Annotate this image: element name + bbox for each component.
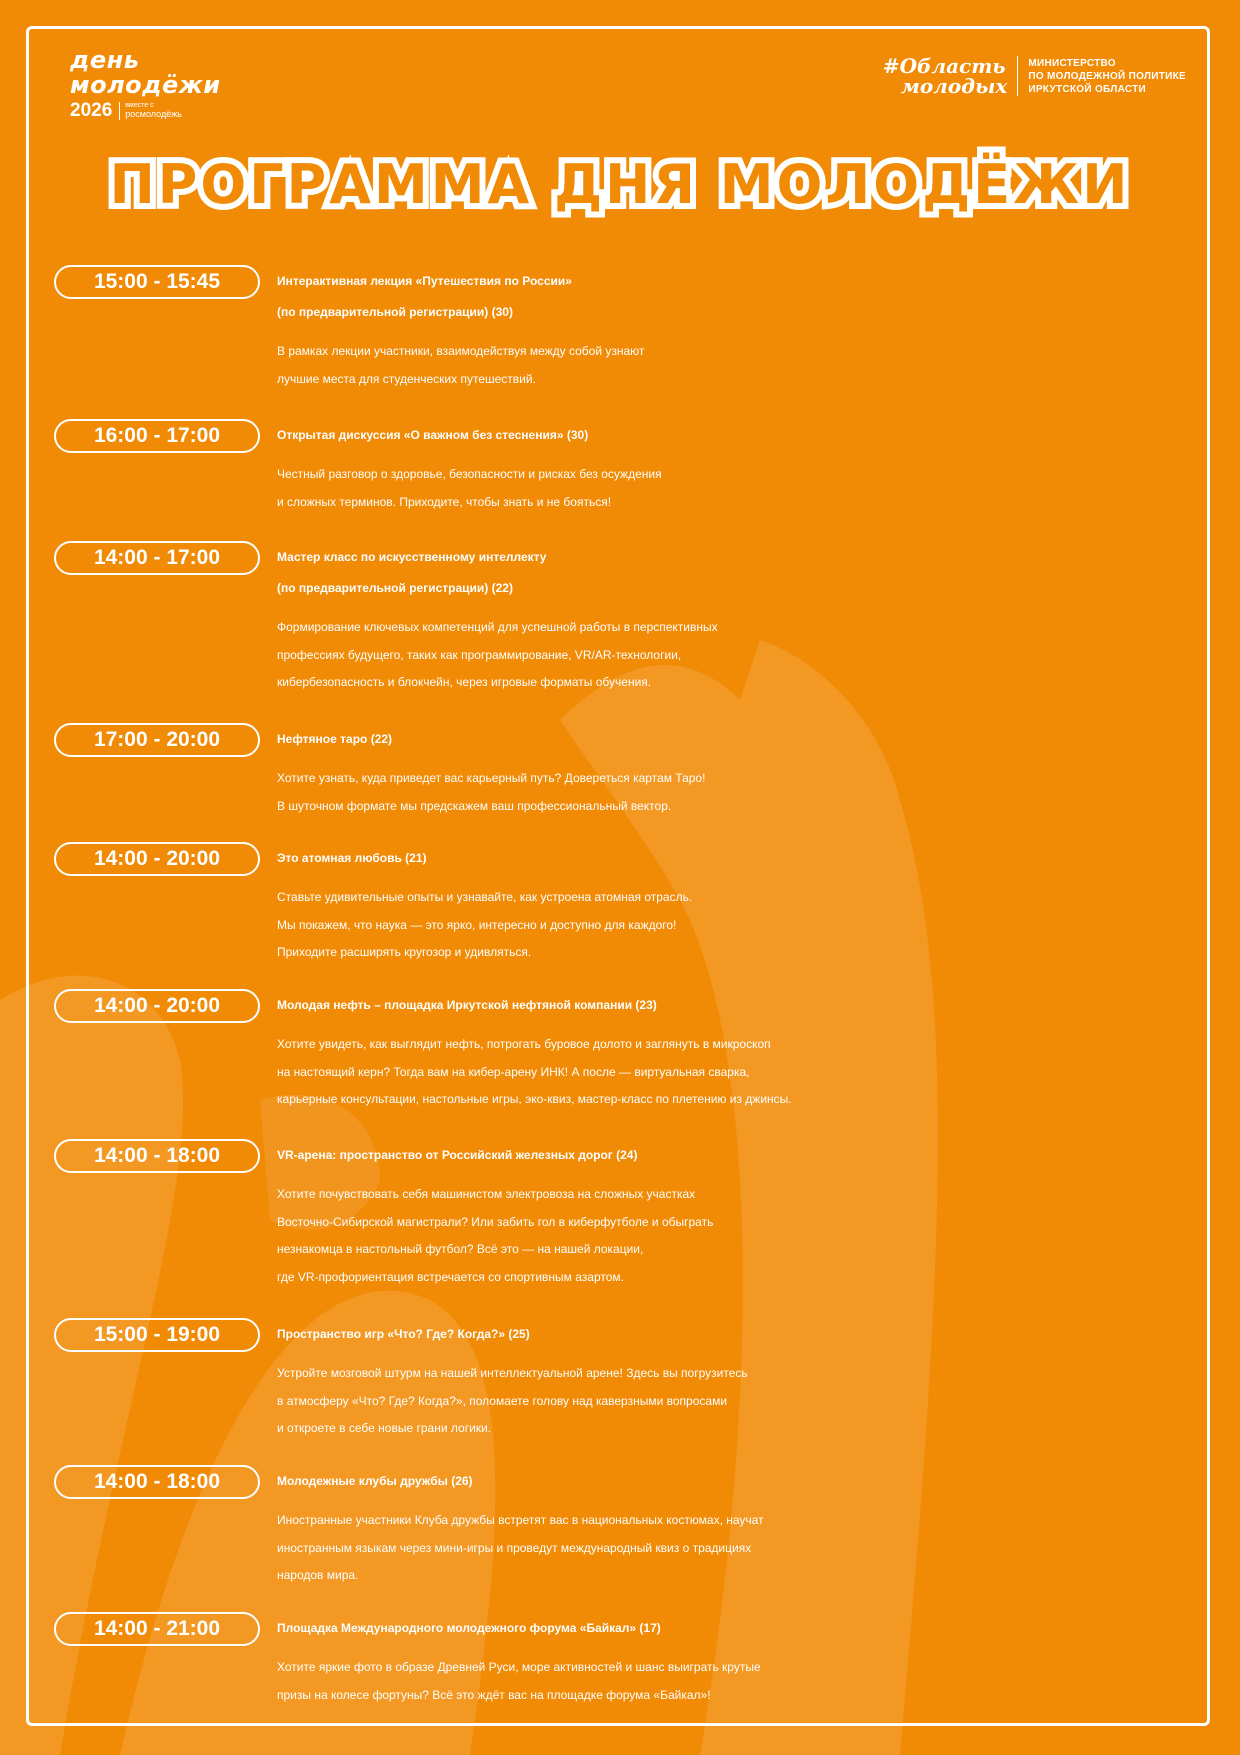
event-title-line: Площадка Международного молодежного форума «Байкал» (17) xyxy=(277,1621,661,1635)
event-title xyxy=(277,724,1217,755)
event-title xyxy=(277,843,1217,874)
event-time-badge: 14:00 - 21:00 xyxy=(54,1612,260,1646)
event-time-badge: 14:00 - 18:00 xyxy=(54,1139,260,1173)
event-title-line: Молодая нефть – площадка Иркутской нефтяной компании (23) xyxy=(277,998,657,1012)
event-description xyxy=(277,1031,1217,1114)
event-content xyxy=(277,1465,1217,1590)
event-title-line: (по предварительной регистрации) (30) xyxy=(277,305,513,319)
logo-sub xyxy=(119,102,182,120)
logo-year-row xyxy=(70,100,230,122)
event-desc-line: Восточно-Сибирской магистрали? Или забить гол в киберфутболе и обыграть xyxy=(277,1214,714,1229)
event-content xyxy=(277,989,1217,1114)
event-title-line: Мастер класс по искусственному интеллекту xyxy=(277,550,547,564)
event-content xyxy=(277,723,1217,820)
event-desc-line: лучшие места для студенческих путешествий. xyxy=(277,371,536,386)
logo-line-1: день xyxy=(70,46,140,74)
event-desc-line: Хотите почувствовать себя машинистом электровоза на сложных участках xyxy=(277,1187,696,1201)
event-time-badge: 17:00 - 20:00 xyxy=(54,723,260,757)
event-desc-line: народов мира. xyxy=(277,1568,359,1582)
event-desc-line: Хотите увидеть, как выглядит нефть, потрогать буровое долото и заглянуть в микроскоп xyxy=(277,1037,771,1051)
event-title xyxy=(277,266,1217,328)
region-script-logo xyxy=(883,56,1019,96)
event-time-badge: 15:00 - 19:00 xyxy=(54,1318,260,1352)
event-time-badge: 14:00 - 18:00 xyxy=(54,1465,260,1499)
event-content xyxy=(277,1318,1217,1443)
event-title xyxy=(277,542,1217,604)
event-title-line: Молодежные клубы дружбы (26) xyxy=(277,1474,473,1488)
event-time-badge: 16:00 - 17:00 xyxy=(54,419,260,453)
event-description xyxy=(277,1654,1217,1709)
event-content xyxy=(277,419,1217,516)
ministry-line-1: МИНИСТЕРСТВО xyxy=(1028,57,1116,69)
event-title xyxy=(277,420,1217,451)
event-content xyxy=(277,842,1217,967)
event-title xyxy=(277,1319,1217,1350)
event-desc-line: профессиях будущего, таких как программирование, VR/AR-технологии, xyxy=(277,647,682,662)
event-time-badge: 14:00 - 17:00 xyxy=(54,541,260,575)
event-desc-line: иностранным языкам через мини-игры и проведут международный квиз о традициях xyxy=(277,1540,752,1555)
logo-year: 2026 xyxy=(70,100,113,121)
event-desc-line: на настоящий керн? Тогда вам на кибер-арену ИНК! А после — виртуальная сварка, xyxy=(277,1064,750,1079)
event-desc-line: призы на колесе фортуны? Всё это ждёт вас на площадке форума «Байкал»! xyxy=(277,1687,711,1702)
event-content xyxy=(277,265,1217,393)
event-content xyxy=(277,1139,1217,1291)
event-description xyxy=(277,1181,1217,1291)
event-description xyxy=(277,1507,1217,1590)
event-description xyxy=(277,765,1217,820)
ministry-name xyxy=(1018,57,1186,96)
event-time-badge: 15:00 - 15:45 xyxy=(54,265,260,299)
event-time-badge: 14:00 - 20:00 xyxy=(54,842,260,876)
event-title xyxy=(277,1466,1217,1497)
event-title-line: Интерактивная лекция «Путешествия по России» xyxy=(277,274,572,288)
event-title xyxy=(277,1140,1217,1171)
page-title: ПРОГРАММА ДНЯ МОЛОДЁЖИ xyxy=(109,153,1131,216)
event-title-line: Нефтяное таро (22) xyxy=(277,732,393,746)
event-desc-line: где VR-профориентация встречается со спортивным азартом. xyxy=(277,1269,624,1284)
event-description xyxy=(277,461,1217,516)
event-desc-line: карьерные консультации, настольные игры, эко-квиз, мастер-класс по плетению из джинсы. xyxy=(277,1092,792,1106)
event-desc-line: и откроете в себе новые грани логики. xyxy=(277,1421,492,1435)
event-desc-line: Иностранные участники Клуба дружбы встретят вас в национальных костюмах, научат xyxy=(277,1513,764,1527)
event-title-line: (по предварительной регистрации) (22) xyxy=(277,581,513,595)
event-title xyxy=(277,1613,1217,1644)
logo-sub-1: вместе с xyxy=(125,102,154,109)
event-desc-line: Ставьте удивительные опыты и узнавайте, как устроена атомная отрасль. xyxy=(277,890,693,904)
event-desc-line: Формирование ключевых компетенций для успешной работы в перспективных xyxy=(277,620,718,634)
event-title-line: VR-арена: пространство от Российский железных дорог (24) xyxy=(277,1148,638,1162)
event-content xyxy=(277,1612,1217,1709)
event-desc-line: Приходите расширять кругозор и удивляться. xyxy=(277,945,532,959)
ministry-line-3: ИРКУТСКОЙ ОБЛАСТИ xyxy=(1028,83,1147,95)
event-desc-line: незнакомца в настольный футбол? Всё это — на нашей локации, xyxy=(277,1242,644,1256)
event-title-line: Это атомная любовь (21) xyxy=(277,851,427,865)
event-content xyxy=(277,541,1217,697)
event-title xyxy=(277,990,1217,1021)
event-desc-line: и сложных терминов. Приходите, чтобы знать и не бояться! xyxy=(277,494,612,509)
event-description xyxy=(277,884,1217,967)
event-description xyxy=(277,338,1217,393)
script-line-2: молодых xyxy=(900,74,1008,98)
ministry-logo xyxy=(883,56,1186,96)
event-time-badge: 14:00 - 20:00 xyxy=(54,989,260,1023)
ministry-line-2: ПО МОЛОДЕЖНОЙ ПОЛИТИКЕ xyxy=(1028,70,1186,82)
event-title-line: Пространство игр «Что? Где? Когда?» (25) xyxy=(277,1327,530,1341)
event-desc-line: в атмосферу «Что? Где? Когда?», поломаете голову над каверзными вопросами xyxy=(277,1393,728,1408)
event-desc-line: Мы покажем, что наука — это ярко, интересно и доступно для каждого! xyxy=(277,917,677,932)
event-desc-line: Хотите узнать, куда приведет вас карьерный путь? Довереться картам Таро! xyxy=(277,771,706,785)
event-description xyxy=(277,614,1217,697)
event-description xyxy=(277,1360,1217,1443)
script-line-1: #Область xyxy=(882,54,1006,78)
event-desc-line: кибербезопасность и блокчейн, через игровые форматы обучения. xyxy=(277,675,652,689)
logo-sub-2: росмолодёжь xyxy=(125,109,182,119)
event-desc-line: В рамках лекции участники, взаимодействуя между собой узнают xyxy=(277,344,645,358)
event-desc-line: Хотите яркие фото в образе Древней Руси, море активностей и шанс выиграть крутые xyxy=(277,1660,761,1674)
youth-day-logo xyxy=(70,48,230,122)
logo-line-2: молодёжи xyxy=(70,71,221,99)
event-desc-line: Устройте мозговой штурм на нашей интеллектуальной арене! Здесь вы погрузитесь xyxy=(277,1366,748,1380)
event-desc-line: В шуточном формате мы предскажем ваш профессиональный вектор. xyxy=(277,798,672,813)
event-title-line: Открытая дискуссия «О важном без стеснения» (30) xyxy=(277,428,589,442)
event-desc-line: Честный разговор о здоровье, безопасности и рисках без осуждения xyxy=(277,467,662,481)
